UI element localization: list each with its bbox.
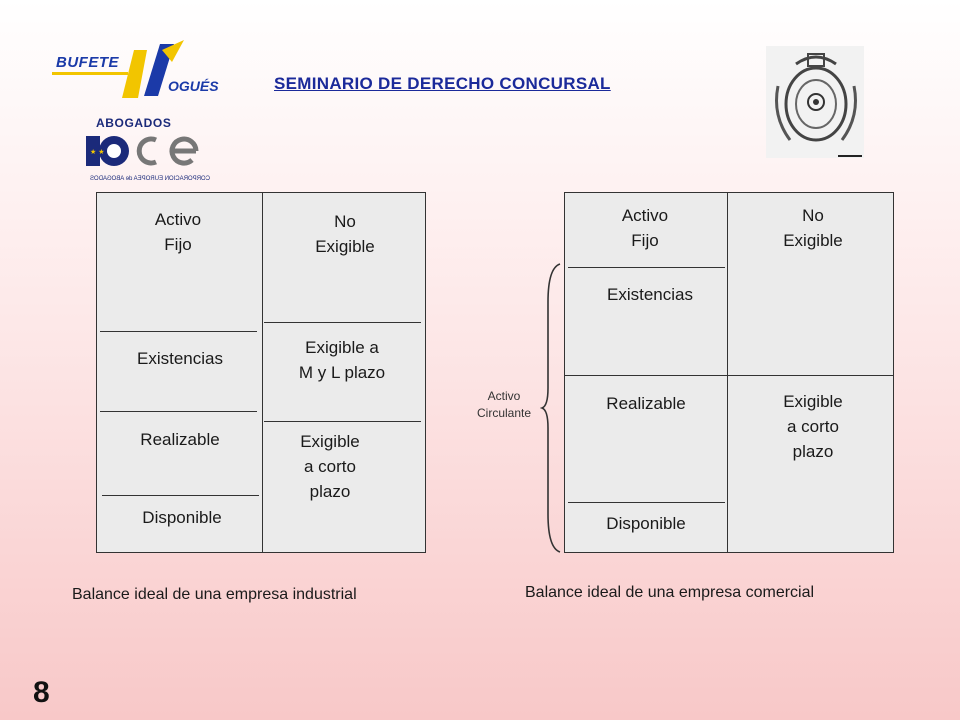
activo-circulante-label: Activo Circulante bbox=[476, 389, 532, 420]
industrial-exigible-corto: Exigible a corto plazo bbox=[300, 432, 360, 501]
industrial-existencias: Existencias bbox=[137, 349, 223, 368]
industrial-line-exigible-corto bbox=[264, 421, 421, 422]
ogues-text: OGUÉS bbox=[168, 78, 219, 94]
comercial-line-existencias bbox=[568, 267, 725, 268]
comercial-line-mid bbox=[564, 375, 894, 376]
comercial-divider bbox=[727, 192, 728, 553]
industrial-line-existencias bbox=[100, 331, 257, 332]
abogados-text: ABOGADOS bbox=[96, 116, 172, 130]
industrial-line-realizable bbox=[100, 411, 257, 412]
svg-text:★ ★: ★ ★ bbox=[90, 149, 105, 156]
page-number: 8 bbox=[33, 676, 50, 709]
industrial-divider bbox=[262, 192, 263, 553]
industrial-caption: Balance ideal de una empresa industrial bbox=[72, 586, 357, 603]
bufete-logo bbox=[52, 38, 242, 110]
industrial-line-disponible bbox=[102, 495, 259, 496]
n-logo-icon bbox=[52, 38, 242, 110]
industrial-exigible-ml: Exigible a M y L plazo bbox=[298, 338, 386, 382]
comercial-line-disponible bbox=[568, 502, 725, 503]
industrial-disponible: Disponible bbox=[142, 508, 222, 527]
bufete-text: BUFETE bbox=[56, 54, 119, 71]
cea-caption: CORPORACIÓN EUROPEA de ABOGADOS bbox=[89, 176, 210, 182]
industrial-realizable: Realizable bbox=[140, 430, 220, 449]
industrial-line-exigible-ml bbox=[264, 322, 421, 323]
cea-logo bbox=[84, 132, 210, 188]
comercial-exigible-corto: Exigible a corto plazo bbox=[783, 392, 843, 461]
comercial-caption: Balance ideal de una empresa comercial bbox=[525, 584, 815, 601]
comercial-no-exigible: No Exigible bbox=[783, 206, 843, 250]
comercial-disponible: Disponible bbox=[606, 514, 686, 533]
seal-icon bbox=[766, 46, 864, 158]
page-title: SEMINARIO DE DERECHO CONCURSAL bbox=[274, 74, 611, 93]
comercial-activo-fijo: Activo Fijo bbox=[621, 206, 669, 250]
industrial-activo-fijo: Activo Fijo bbox=[154, 210, 202, 254]
comercial-existencias: Existencias bbox=[607, 285, 693, 304]
comercial-realizable: Realizable bbox=[606, 394, 686, 413]
industrial-no-exigible: No Exigible bbox=[315, 212, 375, 256]
